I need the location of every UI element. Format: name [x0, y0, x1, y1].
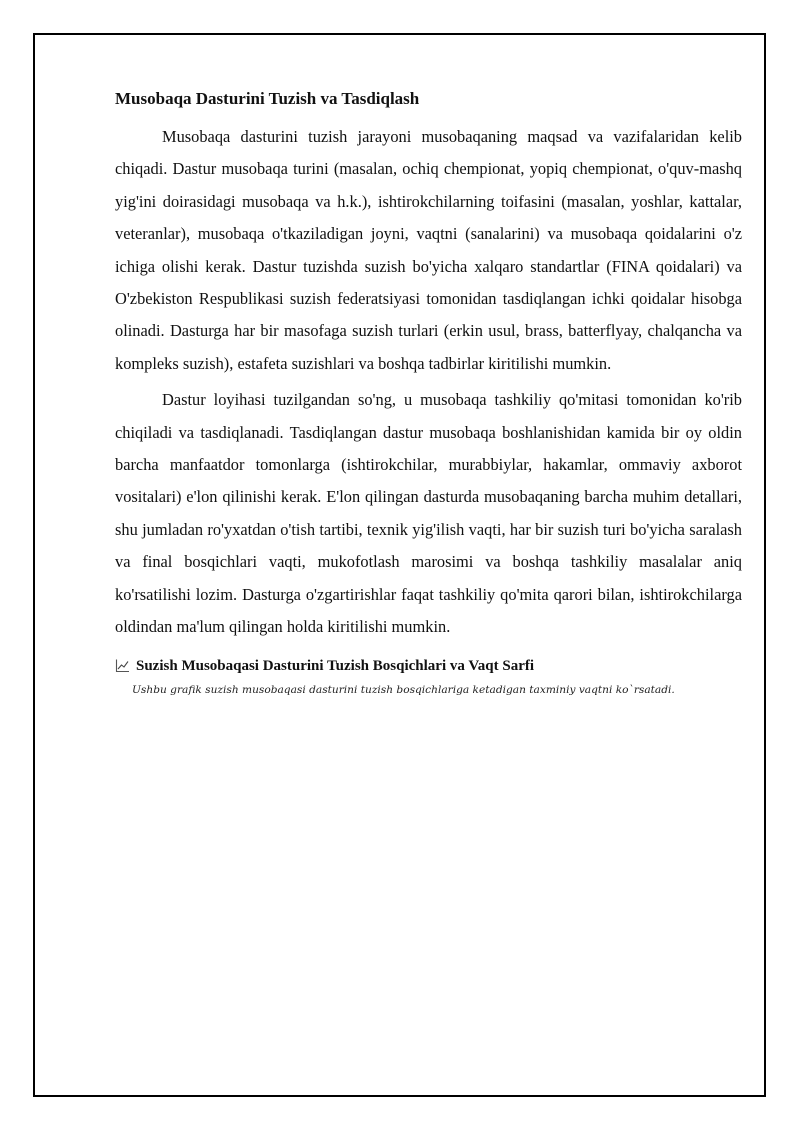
paragraph-1: Musobaqa dasturini tuzish jarayoni musobaqaning maqsad va vazifalaridan kelib chiqadi. Dastur musobaqa turini (masalan, ochiq chempionat, yopiq chempionat, o'quv-mashq yig'ini doirasidagi musobaqa va h.k.), ishtirokchilarning toifasini (masalan, yoshlar, kattalar, veteranlar), musobaqa o'tkaziladigan joyni, vaqtni (sanalarini) va musobaqa qoidalarini o'z ichiga olishi kerak. Dastur tuzishda suzish bo'yicha xalqaro standartlar (FINA qoidalari) va O'zbekiston Respublikasi suzish federatsiyasi tomonidan tasdiqlangan ichki qoidalar hisobga olinadi. Dasturga har bir masofaga suzish turlari (erkin usul, brass, batterflyay, chalqancha va kompleks suzish), estafeta suzishlari va boshqa tadbirlar kiritilishi mumkin.	[115, 127, 742, 373]
figure-block	[115, 656, 742, 698]
section-heading: Musobaqa Dasturini Tuzish va Tasdiqlash	[115, 89, 420, 108]
figure-caption: Ushbu grafik suzish musobaqasi dasturini tuzish bosqichlariga ketadigan taxminiy vaqtni ko`rsatadi.	[132, 683, 675, 696]
document-body	[115, 88, 742, 698]
figure-title: Suzish Musobaqasi Dasturini Tuzish Bosqichlari va Vaqt Sarfi	[136, 657, 535, 674]
figure-title-row	[115, 656, 742, 676]
line-chart-icon	[115, 658, 130, 673]
paragraph-2: Dastur loyihasi tuzilgandan so'ng, u musobaqa tashkiliy qo'mitasi tomonidan ko'rib chiqiladi va tasdiqlanadi. Tasdiqlangan dastur musobaqa boshlanishidan kamida bir oy oldin barcha manfaatdor tomonlarga (ishtirokchilar, murabbiylar, hakamlar, ommaviy axborot vositalari) e'lon qilinishi kerak. E'lon qilingan dasturda musobaqaning barcha muhim detallari, shu jumladan ro'yxatdan o'tish tartibi, texnik yig'ilish vaqti, har bir suzish turi bo'yicha saralash va final bosqichlari vaqti, mukofotlash marosimi va boshqa tashkiliy masalalar aniq ko'rsatilishi lozim. Dasturga o'zgartirishlar faqat tashkiliy qo'mita qarori bilan, ishtirokchilarga oldindan ma'lum qilingan holda kiritilishi mumkin.	[115, 390, 742, 637]
